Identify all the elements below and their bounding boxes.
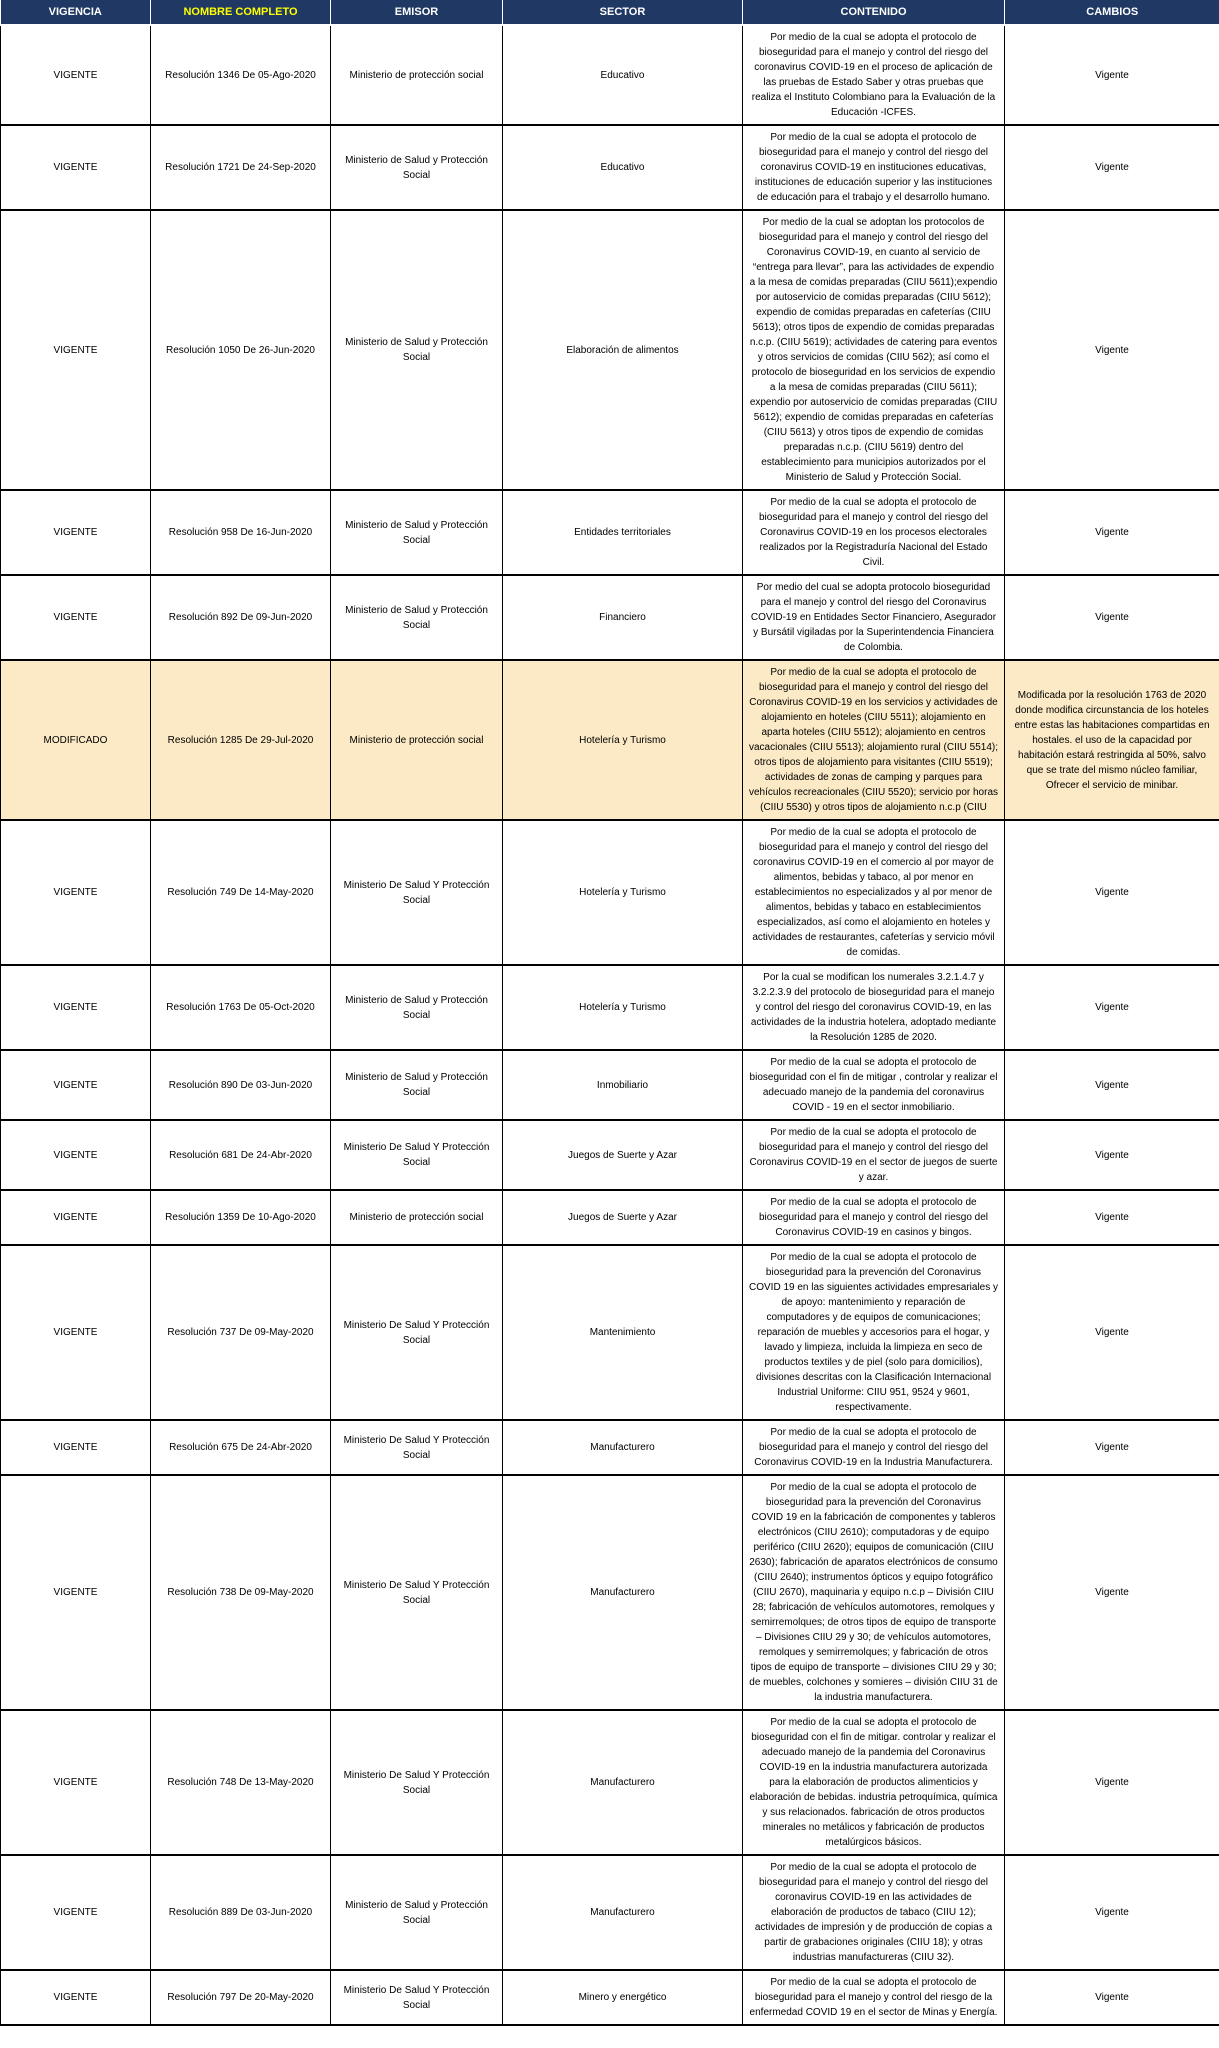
cell-vigencia: VIGENTE bbox=[1, 490, 151, 575]
cell-cambios: Modificada por la resolución 1763 de 2020 donde modifica circunstancia de los hoteles entre estas las habitaciones compartidas en hostales. el uso de la capacidad por habitación estará restringida al 50%, salvo que se trate del mismo núcleo familiar, Ofrecer el servicio de minibar. bbox=[1005, 660, 1219, 820]
cell-cambios: Vigente bbox=[1005, 1190, 1219, 1245]
table-row bbox=[1, 1970, 1219, 2025]
column-header-nombre: NOMBRE COMPLETO bbox=[151, 0, 331, 25]
column-header-contenido: CONTENIDO bbox=[743, 0, 1005, 25]
cell-vigencia: VIGENTE bbox=[1, 1855, 151, 1970]
cell-nombre: Resolución 797 De 20-May-2020 bbox=[151, 1970, 331, 2025]
cell-cambios: Vigente bbox=[1005, 125, 1219, 210]
cell-emisor: Ministerio De Salud Y Protección Social bbox=[331, 1475, 503, 1710]
cell-sector: Educativo bbox=[503, 25, 743, 125]
cell-contenido: Por medio de la cual se adopta el protocolo de bioseguridad para el manejo y control del riesgo del Coronavirus COVID-19 en casinos y bingos. bbox=[743, 1190, 1005, 1245]
cell-nombre: Resolución 1359 De 10-Ago-2020 bbox=[151, 1190, 331, 1245]
cell-nombre: Resolución 889 De 03-Jun-2020 bbox=[151, 1855, 331, 1970]
cell-sector: Hotelería y Turismo bbox=[503, 820, 743, 965]
cell-sector: Manufacturero bbox=[503, 1475, 743, 1710]
column-header-emisor: EMISOR bbox=[331, 0, 503, 25]
table-row bbox=[1, 660, 1219, 820]
cell-contenido: Por medio de la cual se adopta el protocolo de bioseguridad para el manejo y control del riesgo del Coronavirus COVID-19 en el sector de juegos de suerte y azar. bbox=[743, 1120, 1005, 1190]
cell-nombre: Resolución 890 De 03-Jun-2020 bbox=[151, 1050, 331, 1120]
cell-emisor: Ministerio de Salud y Protección Social bbox=[331, 575, 503, 660]
header-row bbox=[1, 0, 1219, 25]
cell-cambios: Vigente bbox=[1005, 575, 1219, 660]
cell-nombre: Resolución 1721 De 24-Sep-2020 bbox=[151, 125, 331, 210]
cell-sector: Manufacturero bbox=[503, 1420, 743, 1475]
cell-sector: Juegos de Suerte y Azar bbox=[503, 1120, 743, 1190]
table-row bbox=[1, 25, 1219, 125]
cell-sector: Juegos de Suerte y Azar bbox=[503, 1190, 743, 1245]
cell-cambios: Vigente bbox=[1005, 820, 1219, 965]
cell-sector: Hotelería y Turismo bbox=[503, 965, 743, 1050]
table-row bbox=[1, 1420, 1219, 1475]
cell-vigencia: VIGENTE bbox=[1, 1190, 151, 1245]
cell-nombre: Resolución 681 De 24-Abr-2020 bbox=[151, 1120, 331, 1190]
cell-contenido: Por la cual se modifican los numerales 3.2.1.4.7 y 3.2.2.3.9 del protocolo de bioseguridad para el manejo y control del riesgo del coronavirus COVID-19, en las actividades de la industria hotelera, adoptado mediante la Resolución 1285 de 2020. bbox=[743, 965, 1005, 1050]
table-row bbox=[1, 1050, 1219, 1120]
cell-contenido: Por medio de la cual se adopta el protocolo de bioseguridad para el manejo y control del riesgo del coronavirus COVID-19 en las actividades de elaboración de productos de tabaco (CIIU 12); actividades de impresión y de producción de copias a partir de grabaciones originales (CIIU 18); y otras industrias manufactureras (CIIU 32). bbox=[743, 1855, 1005, 1970]
cell-contenido: Por medio de la cual se adopta el protocolo de bioseguridad para el manejo y control del riesgo de la enfermedad COVID 19 en el sector de Minas y Energía. bbox=[743, 1970, 1005, 2025]
cell-cambios: Vigente bbox=[1005, 210, 1219, 490]
cell-sector: Manufacturero bbox=[503, 1710, 743, 1855]
cell-vigencia: VIGENTE bbox=[1, 820, 151, 965]
cell-cambios: Vigente bbox=[1005, 1120, 1219, 1190]
cell-vigencia: VIGENTE bbox=[1, 1120, 151, 1190]
cell-cambios: Vigente bbox=[1005, 965, 1219, 1050]
table-row bbox=[1, 125, 1219, 210]
cell-vigencia: VIGENTE bbox=[1, 210, 151, 490]
cell-contenido: Por medio de la cual se adopta el protocolo de bioseguridad para la prevención del Coronavirus COVID 19 en la fabricación de componentes y tableros electrónicos (CIIU 2610); computadoras y de equipo periférico (CIIU 2620); equipos de comunicación (CIIU 2630); fabricación de aparatos electrónicos de consumo (CIIU 2640); instrumentos ópticos y equipo fotográfico (CIIU 2670), maquinaria y equipo n.c.p – División CIIU 28; fabricación de vehículos automotores, remolques y semirremolques; de otros tipos de equipo de transporte – Divisiones CIIU 29 y 30; de vehículos automotores, remolques y semirremolques; y fabricación de otros tipos de equipo de transporte – divisiones CIIU 29 y 30; de muebles, colchones y somieres – división CIIU 31 de la industria manufacturera. bbox=[743, 1475, 1005, 1710]
cell-cambios: Vigente bbox=[1005, 25, 1219, 125]
cell-nombre: Resolución 892 De 09-Jun-2020 bbox=[151, 575, 331, 660]
cell-nombre: Resolución 748 De 13-May-2020 bbox=[151, 1710, 331, 1855]
cell-nombre: Resolución 1050 De 26-Jun-2020 bbox=[151, 210, 331, 490]
cell-vigencia: VIGENTE bbox=[1, 1475, 151, 1710]
cell-contenido: Por medio de la cual se adopta el protocolo de bioseguridad para el manejo y control del riesgo del coronavirus COVID-19 en instituciones educativas, instituciones de educación superior y las instituciones de educación para el trabajo y el desarrollo humano. bbox=[743, 125, 1005, 210]
cell-emisor: Ministerio de protección social bbox=[331, 1190, 503, 1245]
cell-emisor: Ministerio de Salud y Protección Social bbox=[331, 1050, 503, 1120]
cell-cambios: Vigente bbox=[1005, 1050, 1219, 1120]
cell-emisor: Ministerio de Salud y Protección Social bbox=[331, 125, 503, 210]
cell-vigencia: VIGENTE bbox=[1, 125, 151, 210]
cell-nombre: Resolución 1285 De 29-Jul-2020 bbox=[151, 660, 331, 820]
cell-nombre: Resolución 738 De 09-May-2020 bbox=[151, 1475, 331, 1710]
table-body bbox=[1, 25, 1219, 2025]
cell-contenido: Por medio de la cual se adopta el protocolo de bioseguridad con el fin de mitigar. controlar y realizar el adecuado manejo de la pandemia del Coronavirus COVID-19 en la industria manufacturera autorizada para la elaboración de productos alimenticios y elaboración de bebidas. industria petroquímica, química y sus relacionados. fabricación de otros productos minerales no metálicos y fabricación de productos metalúrgicos básicos. bbox=[743, 1710, 1005, 1855]
table-row bbox=[1, 965, 1219, 1050]
cell-vigencia: VIGENTE bbox=[1, 1245, 151, 1420]
cell-sector: Hotelería y Turismo bbox=[503, 660, 743, 820]
cell-nombre: Resolución 737 De 09-May-2020 bbox=[151, 1245, 331, 1420]
cell-emisor: Ministerio de Salud y Protección Social bbox=[331, 210, 503, 490]
cell-nombre: Resolución 958 De 16-Jun-2020 bbox=[151, 490, 331, 575]
cell-emisor: Ministerio de protección social bbox=[331, 25, 503, 125]
cell-contenido: Por medio de la cual se adopta el protocolo de bioseguridad para el manejo y control del riesgo del Coronavirus COVID-19 en los procesos electorales realizados por la Registraduría Nacional del Estado Civil. bbox=[743, 490, 1005, 575]
table-header bbox=[1, 0, 1219, 25]
cell-sector: Elaboración de alimentos bbox=[503, 210, 743, 490]
table-row bbox=[1, 1855, 1219, 1970]
cell-emisor: Ministerio De Salud Y Protección Social bbox=[331, 1970, 503, 2025]
table-row bbox=[1, 1475, 1219, 1710]
cell-vigencia: VIGENTE bbox=[1, 575, 151, 660]
table-row bbox=[1, 1120, 1219, 1190]
cell-cambios: Vigente bbox=[1005, 1855, 1219, 1970]
cell-cambios: Vigente bbox=[1005, 490, 1219, 575]
cell-vigencia: VIGENTE bbox=[1, 25, 151, 125]
cell-nombre: Resolución 675 De 24-Abr-2020 bbox=[151, 1420, 331, 1475]
table-row bbox=[1, 820, 1219, 965]
column-header-cambios: CAMBIOS bbox=[1005, 0, 1219, 25]
cell-emisor: Ministerio de Salud y Protección Social bbox=[331, 490, 503, 575]
cell-sector: Mantenimiento bbox=[503, 1245, 743, 1420]
table-row bbox=[1, 490, 1219, 575]
cell-emisor: Ministerio De Salud Y Protección Social bbox=[331, 820, 503, 965]
cell-contenido: Por medio de la cual se adopta el protocolo de bioseguridad para la prevención del Coronavirus COVID 19 en las siguientes actividades empresariales y de apoyo: mantenimiento y reparación de computadores y de equipos de comunicaciones; reparación de muebles y accesorios para el hogar, y lavado y limpieza, incluida la limpieza en seco de productos textiles y de piel (solo para domicilios), divisiones descritas con la Clasificación Internacional Industrial Uniforme: CIIU 951, 9524 y 9601, respectivamente. bbox=[743, 1245, 1005, 1420]
cell-cambios: Vigente bbox=[1005, 1420, 1219, 1475]
cell-emisor: Ministerio De Salud Y Protección Social bbox=[331, 1710, 503, 1855]
table-row bbox=[1, 1190, 1219, 1245]
cell-emisor: Ministerio De Salud Y Protección Social bbox=[331, 1120, 503, 1190]
cell-vigencia: VIGENTE bbox=[1, 965, 151, 1050]
cell-sector: Educativo bbox=[503, 125, 743, 210]
cell-nombre: Resolución 1346 De 05-Ago-2020 bbox=[151, 25, 331, 125]
cell-emisor: Ministerio de protección social bbox=[331, 660, 503, 820]
cell-contenido: Por medio del cual se adopta protocolo bioseguridad para el manejo y control del riesgo del Coronavirus COVID-19 en Entidades Sector Financiero, Asegurador y Bursátil vigiladas por la Superintendencia Financiera de Colombia. bbox=[743, 575, 1005, 660]
cell-sector: Manufacturero bbox=[503, 1855, 743, 1970]
cell-sector: Minero y energético bbox=[503, 1970, 743, 2025]
cell-contenido: Por medio de la cual se adopta el protocolo de bioseguridad para el manejo y control del riesgo del Coronavirus COVID-19 en los servicios y actividades de alojamiento en hoteles (CIIU 5511); alojamiento en aparta hoteles (CIIU 5512); alojamiento en centros vacacionales (CIIU 5513); alojamiento rural (CIIU 5514); otros tipos de alojamiento para visitantes (CIIU 5519); actividades de zonas de camping y parques para vehículos recreacionales (CIIU 5520); servicio por horas (CIIU 5530) y otros tipos de alojamiento n.c.p (CIIU bbox=[743, 660, 1005, 820]
table-row bbox=[1, 210, 1219, 490]
cell-contenido: Por medio de la cual se adopta el protocolo de bioseguridad para el manejo y control del riesgo del coronavirus COVID-19 en el comercio al por mayor de alimentos, bebidas y tabaco, al por menor en establecimientos no especializados y al por menor de alimentos, bebidas y tabaco en establecimientos especializados, así como el alojamiento en hoteles y actividades de restaurantes, cafeterías y servicio móvil de comidas. bbox=[743, 820, 1005, 965]
cell-vigencia: VIGENTE bbox=[1, 1970, 151, 2025]
cell-nombre: Resolución 749 De 14-May-2020 bbox=[151, 820, 331, 965]
cell-contenido: Por medio de la cual se adopta el protocolo de bioseguridad para el manejo y control del riesgo del Coronavirus COVID-19 en la Industria Manufacturera. bbox=[743, 1420, 1005, 1475]
cell-emisor: Ministerio De Salud Y Protección Social bbox=[331, 1245, 503, 1420]
cell-cambios: Vigente bbox=[1005, 1970, 1219, 2025]
column-header-sector: SECTOR bbox=[503, 0, 743, 25]
cell-cambios: Vigente bbox=[1005, 1245, 1219, 1420]
cell-vigencia: VIGENTE bbox=[1, 1050, 151, 1120]
cell-sector: Entidades territoriales bbox=[503, 490, 743, 575]
table-row bbox=[1, 1710, 1219, 1855]
column-header-vigencia: VIGENCIA bbox=[1, 0, 151, 25]
cell-vigencia: VIGENTE bbox=[1, 1710, 151, 1855]
cell-emisor: Ministerio de Salud y Protección Social bbox=[331, 965, 503, 1050]
cell-contenido: Por medio de la cual se adopta el protocolo de bioseguridad para el manejo y control del riesgo del coronavirus COVID-19 en el proceso de aplicación de las pruebas de Estado Saber y otras pruebas que realiza el Instituto Colombiano para la Evaluación de la Educación -ICFES. bbox=[743, 25, 1005, 125]
cell-contenido: Por medio de la cual se adopta el protocolo de bioseguridad con el fin de mitigar , controlar y realizar el adecuado manejo de la pandemia del coronavirus COVID - 19 en el sector inmobiliario. bbox=[743, 1050, 1005, 1120]
cell-emisor: Ministerio de Salud y Protección Social bbox=[331, 1855, 503, 1970]
cell-vigencia: MODIFICADO bbox=[1, 660, 151, 820]
cell-nombre: Resolución 1763 De 05-Oct-2020 bbox=[151, 965, 331, 1050]
cell-sector: Inmobiliario bbox=[503, 1050, 743, 1120]
table-row bbox=[1, 575, 1219, 660]
cell-cambios: Vigente bbox=[1005, 1475, 1219, 1710]
table-row bbox=[1, 1245, 1219, 1420]
cell-cambios: Vigente bbox=[1005, 1710, 1219, 1855]
cell-sector: Financiero bbox=[503, 575, 743, 660]
cell-vigencia: VIGENTE bbox=[1, 1420, 151, 1475]
cell-emisor: Ministerio De Salud Y Protección Social bbox=[331, 1420, 503, 1475]
cell-contenido: Por medio de la cual se adoptan los protocolos de bioseguridad para el manejo y control del riesgo del Coronavirus COVID-19, en cuanto al servicio de “entrega para llevar”, para las actividades de expendio a la mesa de comidas preparadas (CIIU 5611);expendio por autoservicio de comidas preparadas (CIIU 5612); expendio de comidas preparadas en cafeterías (CIIU 5613); otros tipos de expendio de comidas preparadas n.c.p. (CIIU 5619); actividades de catering para eventos y otros servicios de comidas (CIIU 562); así como el protocolo de bioseguridad en los servicios de expendio a la mesa de comidas preparadas (CIIU 5611); expendio por autoservicio de comidas preparadas (CIIU 5612); expendio de comidas preparadas en cafeterías (CIIU 5613) y otros tipos de expendio de comidas preparadas n.c.p. (CIIU 5619) dentro del establecimiento para municipios autorizados por el Ministerio de Salud y Protección Social. bbox=[743, 210, 1005, 490]
